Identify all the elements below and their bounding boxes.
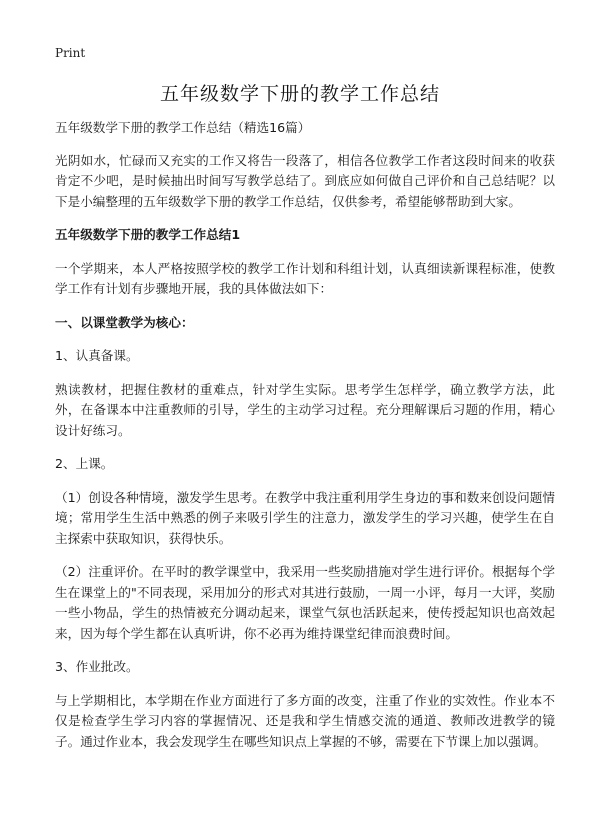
page-title: 五年级数学下册的教学工作总结 <box>159 83 440 105</box>
item-1-paragraph: 熟读教材，把握住教材的重难点，针对学生实际。思考学生怎样学，确立教学方法，此外，在备课本中注重教师的引导，学生的主动学习过程。充分理解课后习题的作用，精心设计好练习。 <box>55 381 555 438</box>
item-2-paragraph-1: （1）创设各种情境，激发学生思考。在教学中我注重利用学生身边的事和数来创设问题情境；常用学生生活中熟悉的例子来吸引学生的注意力，激发学生的学习兴趣，使学生在自主探索中获取知识，获得快乐。 <box>55 489 555 546</box>
part-heading: 一、以课堂教学为核心： <box>55 314 194 330</box>
document-body <box>55 118 555 765</box>
document-subtitle: 五年级数学下册的教学工作总结（精选16篇） <box>55 120 311 135</box>
section-intro-paragraph: 一个学期来，本人严格按照学校的教学工作计划和科组计划，认真细读新课程标准，使教学工作有计划有步骤地开展，我的具体做法如下： <box>55 260 555 296</box>
intro-paragraph: 光阴如水，忙碌而又充实的工作又将告一段落了，相信各位教学工作者这段时间来的收获肯定不少吧，是时候抽出时间写写教学总结了。到底应如何做自己评价和自己总结呢？以下是小编整理的五年级数学下册的教学工作总结，仅供参考，希望能够帮助到大家。 <box>55 152 555 209</box>
item-2-paragraph-2: （2）注重评价。在平时的教学课堂中，我采用一些奖励措施对学生进行评价。根据每个学生在课堂上的"不同表现，采用加分的形式对其进行鼓励，一周一小评，每月一大评，奖励一些小物品，学生的热情被充分调动起来，课堂气氛也活跃起来，使传授起知识也高效起来，因为每个学生都在认真听讲，你不必再为维持课堂纪律而浪费时间。 <box>55 564 555 641</box>
print-link[interactable]: Print <box>55 46 86 60</box>
item-3-title: 3、作业批改。 <box>55 659 139 674</box>
section-title: 五年级数学下册的教学工作总结1 <box>55 227 241 242</box>
item-1-title: 1、认真备课。 <box>55 348 139 363</box>
item-3-paragraph: 与上学期相比，本学期在作业方面进行了多方面的改变，注重了作业的实效性。作业本不仅是检查学生学习内容的掌握情况、还是我和学生情感交流的通道、教师改进教学的镜子。通过作业本，我会发现学生在哪些知识点上掌握的不够，需要在下节课上加以强调。 <box>55 692 555 749</box>
item-2-title: 2、上课。 <box>55 456 114 471</box>
